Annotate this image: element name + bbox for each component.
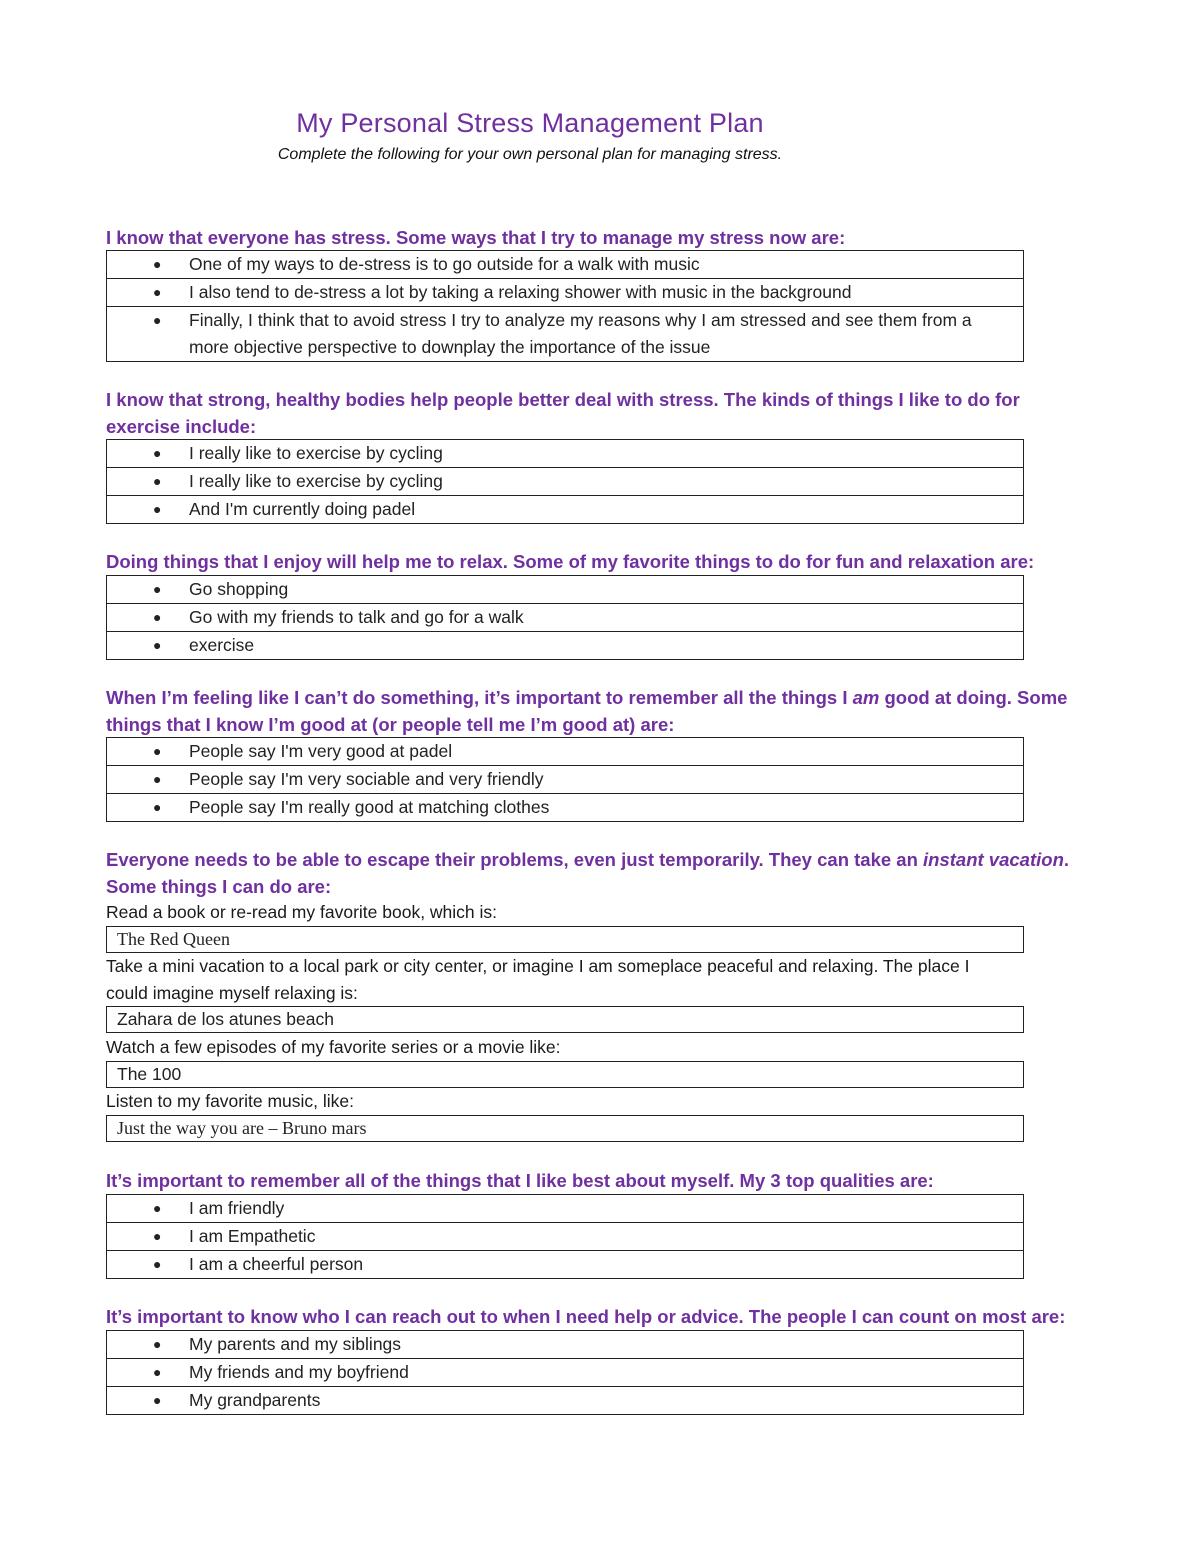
bullet-icon: ●: [153, 637, 162, 653]
heading-line: things that I know I’m good at (or people tell me I’m good at) are:: [106, 714, 675, 735]
favorite-series-field[interactable]: [106, 1061, 1024, 1088]
section-heading-stress-management: I know that everyone has stress. Some ways that I try to manage my stress now are:: [106, 227, 846, 248]
table-row: [107, 927, 1024, 953]
answer-value[interactable]: Zahara de los atunes beach: [107, 1007, 1024, 1033]
bullet-icon: ●: [153, 312, 162, 328]
favorite-book-field[interactable]: [106, 926, 1024, 953]
bullet-icon: ●: [153, 256, 162, 272]
table-row: [107, 604, 1024, 632]
list-item[interactable]: Go with my friends to talk and go for a walk: [189, 607, 524, 627]
heading-line: [106, 846, 1106, 873]
heading-text: When I’m feeling like I can’t do something, it’s important to remember all the things I: [106, 687, 853, 708]
table-row: [107, 1331, 1024, 1359]
table-row: [107, 468, 1024, 496]
list-item[interactable]: People say I'm really good at matching clothes: [189, 797, 550, 817]
bullet-icon: ●: [153, 581, 162, 597]
heading-line: exercise include:: [106, 416, 257, 437]
list-item[interactable]: I am friendly: [189, 1198, 285, 1218]
heading-emphasis: am: [852, 687, 880, 708]
table-row: [107, 251, 1024, 279]
prompt-favorite-series: Watch a few episodes of my favorite series or a movie like:: [106, 1037, 561, 1057]
list-item[interactable]: I also tend to de-stress a lot by taking a relaxing shower with music in the background: [189, 282, 852, 302]
list-item[interactable]: People say I'm very sociable and very friendly: [189, 769, 544, 789]
answer-value[interactable]: Just the way you are – Bruno mars: [107, 1116, 1024, 1142]
section-heading-exercise: [106, 386, 1106, 440]
list-item[interactable]: People say I'm very good at padel: [189, 741, 453, 761]
section-heading-support-people: It’s important to know who I can reach out to when I need help or advice. The people I can count on most are:: [106, 1306, 1066, 1327]
table-row: [107, 1387, 1024, 1415]
stress-ways-table: [106, 250, 1024, 362]
bullet-icon: ●: [153, 473, 162, 489]
list-item[interactable]: One of my ways to de-stress is to go outside for a walk with music: [189, 254, 700, 274]
section-heading-relaxation: Doing things that I enjoy will help me to relax. Some of my favorite things to do for fun and relaxation are:: [106, 551, 1035, 572]
bullet-icon: ●: [153, 1364, 162, 1380]
table-row: [107, 632, 1024, 660]
heading-text: Everyone needs to be able to escape their problems, even just temporarily. They can take an: [106, 849, 924, 870]
answer-value[interactable]: The 100: [107, 1062, 1024, 1088]
table-row: [107, 440, 1024, 468]
list-item[interactable]: And I'm currently doing padel: [189, 499, 416, 519]
heading-text: .: [1063, 849, 1070, 870]
list-item[interactable]: I am Empathetic: [189, 1226, 316, 1246]
heading-emphasis: instant vacation: [923, 849, 1064, 870]
exercise-table: [106, 439, 1024, 524]
prompt-line: Take a mini vacation to a local park or city center, or imagine I am someplace peaceful and relaxing. The place I: [106, 956, 970, 976]
table-row: [107, 1251, 1024, 1279]
list-item[interactable]: Finally, I think that to avoid stress I try to analyze my reasons why I am stressed and see them from a more objective perspective to downplay the importance of the issue: [189, 310, 972, 357]
table-row: [107, 1007, 1024, 1033]
table-row: [107, 794, 1024, 822]
table-row: [107, 307, 1024, 362]
prompt-favorite-book: Read a book or re-read my favorite book, which is:: [106, 902, 498, 922]
bullet-icon: ●: [153, 799, 162, 815]
prompt-line: could imagine myself relaxing is:: [106, 983, 358, 1003]
heading-line: Some things I can do are:: [106, 876, 332, 897]
list-item[interactable]: Go shopping: [189, 579, 289, 599]
table-row: [107, 1223, 1024, 1251]
table-row: [107, 279, 1024, 307]
good-at-table: [106, 737, 1024, 822]
table-row: [107, 1359, 1024, 1387]
qualities-table: [106, 1194, 1024, 1279]
prompt-relaxing-place: [106, 953, 1086, 1007]
table-row: [107, 576, 1024, 604]
list-item[interactable]: I really like to exercise by cycling: [189, 471, 443, 491]
prompt-favorite-music: Listen to my favorite music, like:: [106, 1091, 354, 1111]
heading-line: [106, 684, 1106, 711]
bullet-icon: ●: [153, 771, 162, 787]
list-item[interactable]: My friends and my boyfriend: [189, 1362, 409, 1382]
table-row: [107, 1062, 1024, 1088]
bullet-icon: ●: [153, 743, 162, 759]
heading-text: good at doing. Some: [879, 687, 1068, 708]
list-item[interactable]: My grandparents: [189, 1390, 321, 1410]
bullet-icon: ●: [153, 609, 162, 625]
table-row: [107, 766, 1024, 794]
section-heading-good-at: [106, 684, 1106, 738]
section-heading-instant-vacation: [106, 846, 1106, 900]
table-row: [107, 496, 1024, 524]
favorite-music-field[interactable]: [106, 1115, 1024, 1142]
bullet-icon: ●: [153, 1336, 162, 1352]
bullet-icon: ●: [153, 1228, 162, 1244]
bullet-icon: ●: [153, 1392, 162, 1408]
answer-value[interactable]: The Red Queen: [107, 927, 1024, 953]
list-item[interactable]: I am a cheerful person: [189, 1254, 364, 1274]
bullet-icon: ●: [153, 1200, 162, 1216]
relaxation-table: [106, 575, 1024, 660]
support-people-table: [106, 1330, 1024, 1415]
relaxing-place-field[interactable]: [106, 1006, 1024, 1033]
table-row: [107, 1116, 1024, 1142]
heading-line: I know that strong, healthy bodies help people better deal with stress. The kinds of things I like to do for: [106, 389, 1020, 410]
bullet-icon: ●: [153, 445, 162, 461]
page-subtitle: Complete the following for your own personal plan for managing stress.: [277, 146, 783, 163]
list-item[interactable]: My parents and my siblings: [189, 1334, 402, 1354]
section-heading-qualities: It’s important to remember all of the things that I like best about myself. My 3 top qualities are:: [106, 1170, 934, 1191]
bullet-icon: ●: [153, 284, 162, 300]
page-title: My Personal Stress Management Plan: [296, 108, 764, 138]
table-row: [107, 1195, 1024, 1223]
table-row: [107, 738, 1024, 766]
list-item[interactable]: exercise: [189, 635, 255, 655]
bullet-icon: ●: [153, 501, 162, 517]
list-item[interactable]: I really like to exercise by cycling: [189, 443, 443, 463]
bullet-icon: ●: [153, 1256, 162, 1272]
